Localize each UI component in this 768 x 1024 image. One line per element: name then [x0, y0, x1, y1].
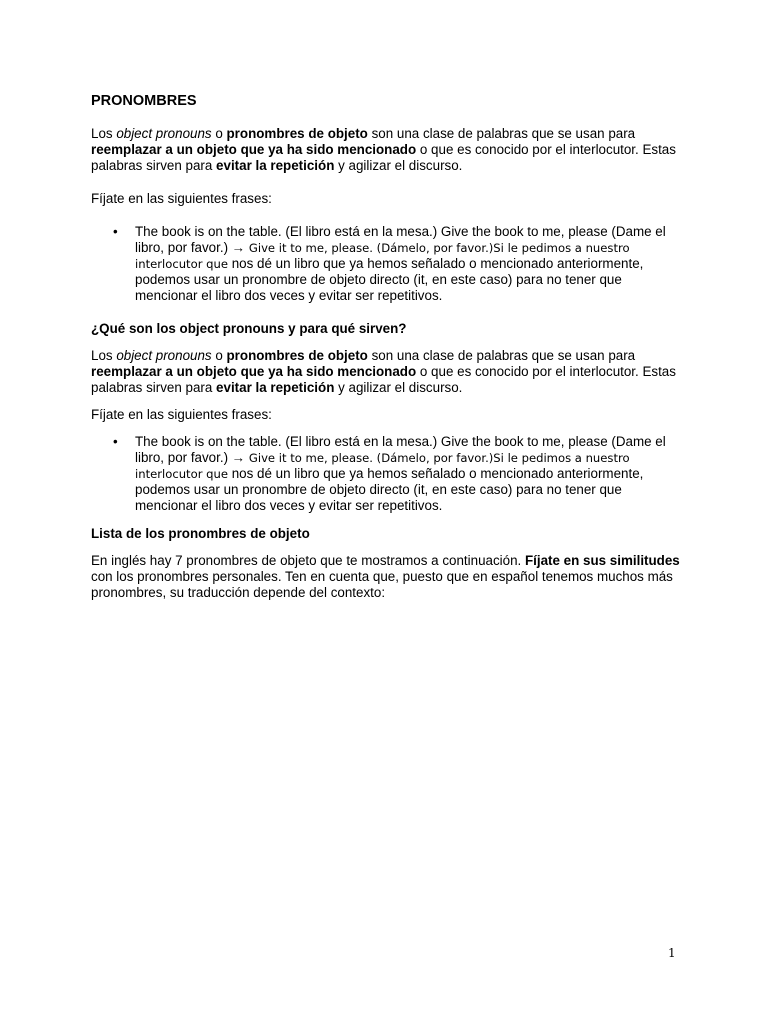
bullet-glyph: •	[113, 224, 118, 239]
list-intro-paragraph	[91, 553, 683, 601]
intro-text-3: son una clase de palabras que se usan para	[367, 126, 636, 141]
example-item-2	[91, 434, 683, 514]
section-heading-what-are: ¿Qué son los object pronouns y para qué sirven?	[91, 321, 407, 336]
intro2-text-4: o que es conocido por el interlocutor. Estas palabras sirven para	[91, 364, 676, 395]
document-title: PRONOMBRES	[91, 93, 197, 109]
bullet-glyph: •	[113, 434, 118, 449]
example-item-1	[91, 224, 683, 304]
intro-bold-term: pronombres de objeto	[226, 126, 368, 141]
note-paragraph-1: Fíjate en las siguientes frases:	[91, 191, 272, 206]
intro-text-5: y agilizar el discurso.	[334, 158, 463, 173]
intro2-text-3: son una clase de palabras que se usan para	[367, 348, 636, 363]
example-list-1	[91, 224, 683, 304]
example-2-text-b: Give it to me, please. (Dámelo, por favor.)Si le pedimos a nuestro interlocutor que	[135, 451, 630, 481]
page-number: 1	[668, 946, 676, 960]
page-content	[91, 93, 683, 618]
intro-text-4: o que es conocido por el interlocutor. Estas palabras sirven para	[91, 142, 676, 173]
intro2-bold-phrase: reemplazar a un objeto que ya ha sido mencionado	[91, 364, 417, 379]
list-intro-bold: Fíjate en sus similitudes	[524, 553, 680, 568]
intro2-bold-term: pronombres de objeto	[226, 348, 368, 363]
intro2-bold-repetition: evitar la repetición	[216, 380, 335, 395]
intro2-text-2: o	[211, 348, 227, 363]
example-1-text-a: The book is on the table. (El libro está en la mesa.) Give the book to me, please (Dame el libro, por favor.) →	[135, 224, 666, 255]
section-heading-list: Lista de los pronombres de objeto	[91, 526, 310, 541]
intro-text-1: Los	[91, 126, 117, 141]
intro2-text-1: Los	[91, 348, 117, 363]
intro-paragraph	[91, 126, 683, 174]
list-intro-text-2: con los pronombres personales. Ten en cuenta que, puesto que en español tenemos muchos más pronombres, su traducción depende del contexto:	[91, 569, 673, 600]
intro-italic-term: object pronouns	[116, 126, 212, 141]
example-1-text-c: nos dé un libro que ya hemos señalado o mencionado anteriormente, podemos usar un pronombre de objeto directo (it, en este caso) para no tener que mencionar el libro dos veces y evitar ser repetitivos.	[135, 256, 644, 303]
note-paragraph-2: Fíjate en las siguientes frases:	[91, 407, 272, 422]
example-2-text-a: The book is on the table. (El libro está en la mesa.) Give the book to me, please (Dame el libro, por favor.) →	[135, 434, 666, 465]
example-1-text-b: Give it to me, please. (Dámelo, por favor.)Si le pedimos a nuestro interlocutor que	[135, 241, 630, 271]
list-intro-text-1: En inglés hay 7 pronombres de objeto que te mostramos a continuación.	[91, 553, 525, 568]
intro-paragraph-2	[91, 348, 683, 396]
example-list-2	[91, 434, 683, 514]
intro2-text-5: y agilizar el discurso.	[334, 380, 463, 395]
example-2-text-c: nos dé un libro que ya hemos señalado o mencionado anteriormente, podemos usar un pronombre de objeto directo (it, en este caso) para no tener que mencionar el libro dos veces y evitar ser repetitivos.	[135, 466, 644, 513]
intro-bold-repetition: evitar la repetición	[216, 158, 335, 173]
intro-text-2: o	[211, 126, 227, 141]
intro2-italic-term: object pronouns	[116, 348, 212, 363]
intro-bold-phrase: reemplazar a un objeto que ya ha sido mencionado	[91, 142, 417, 157]
